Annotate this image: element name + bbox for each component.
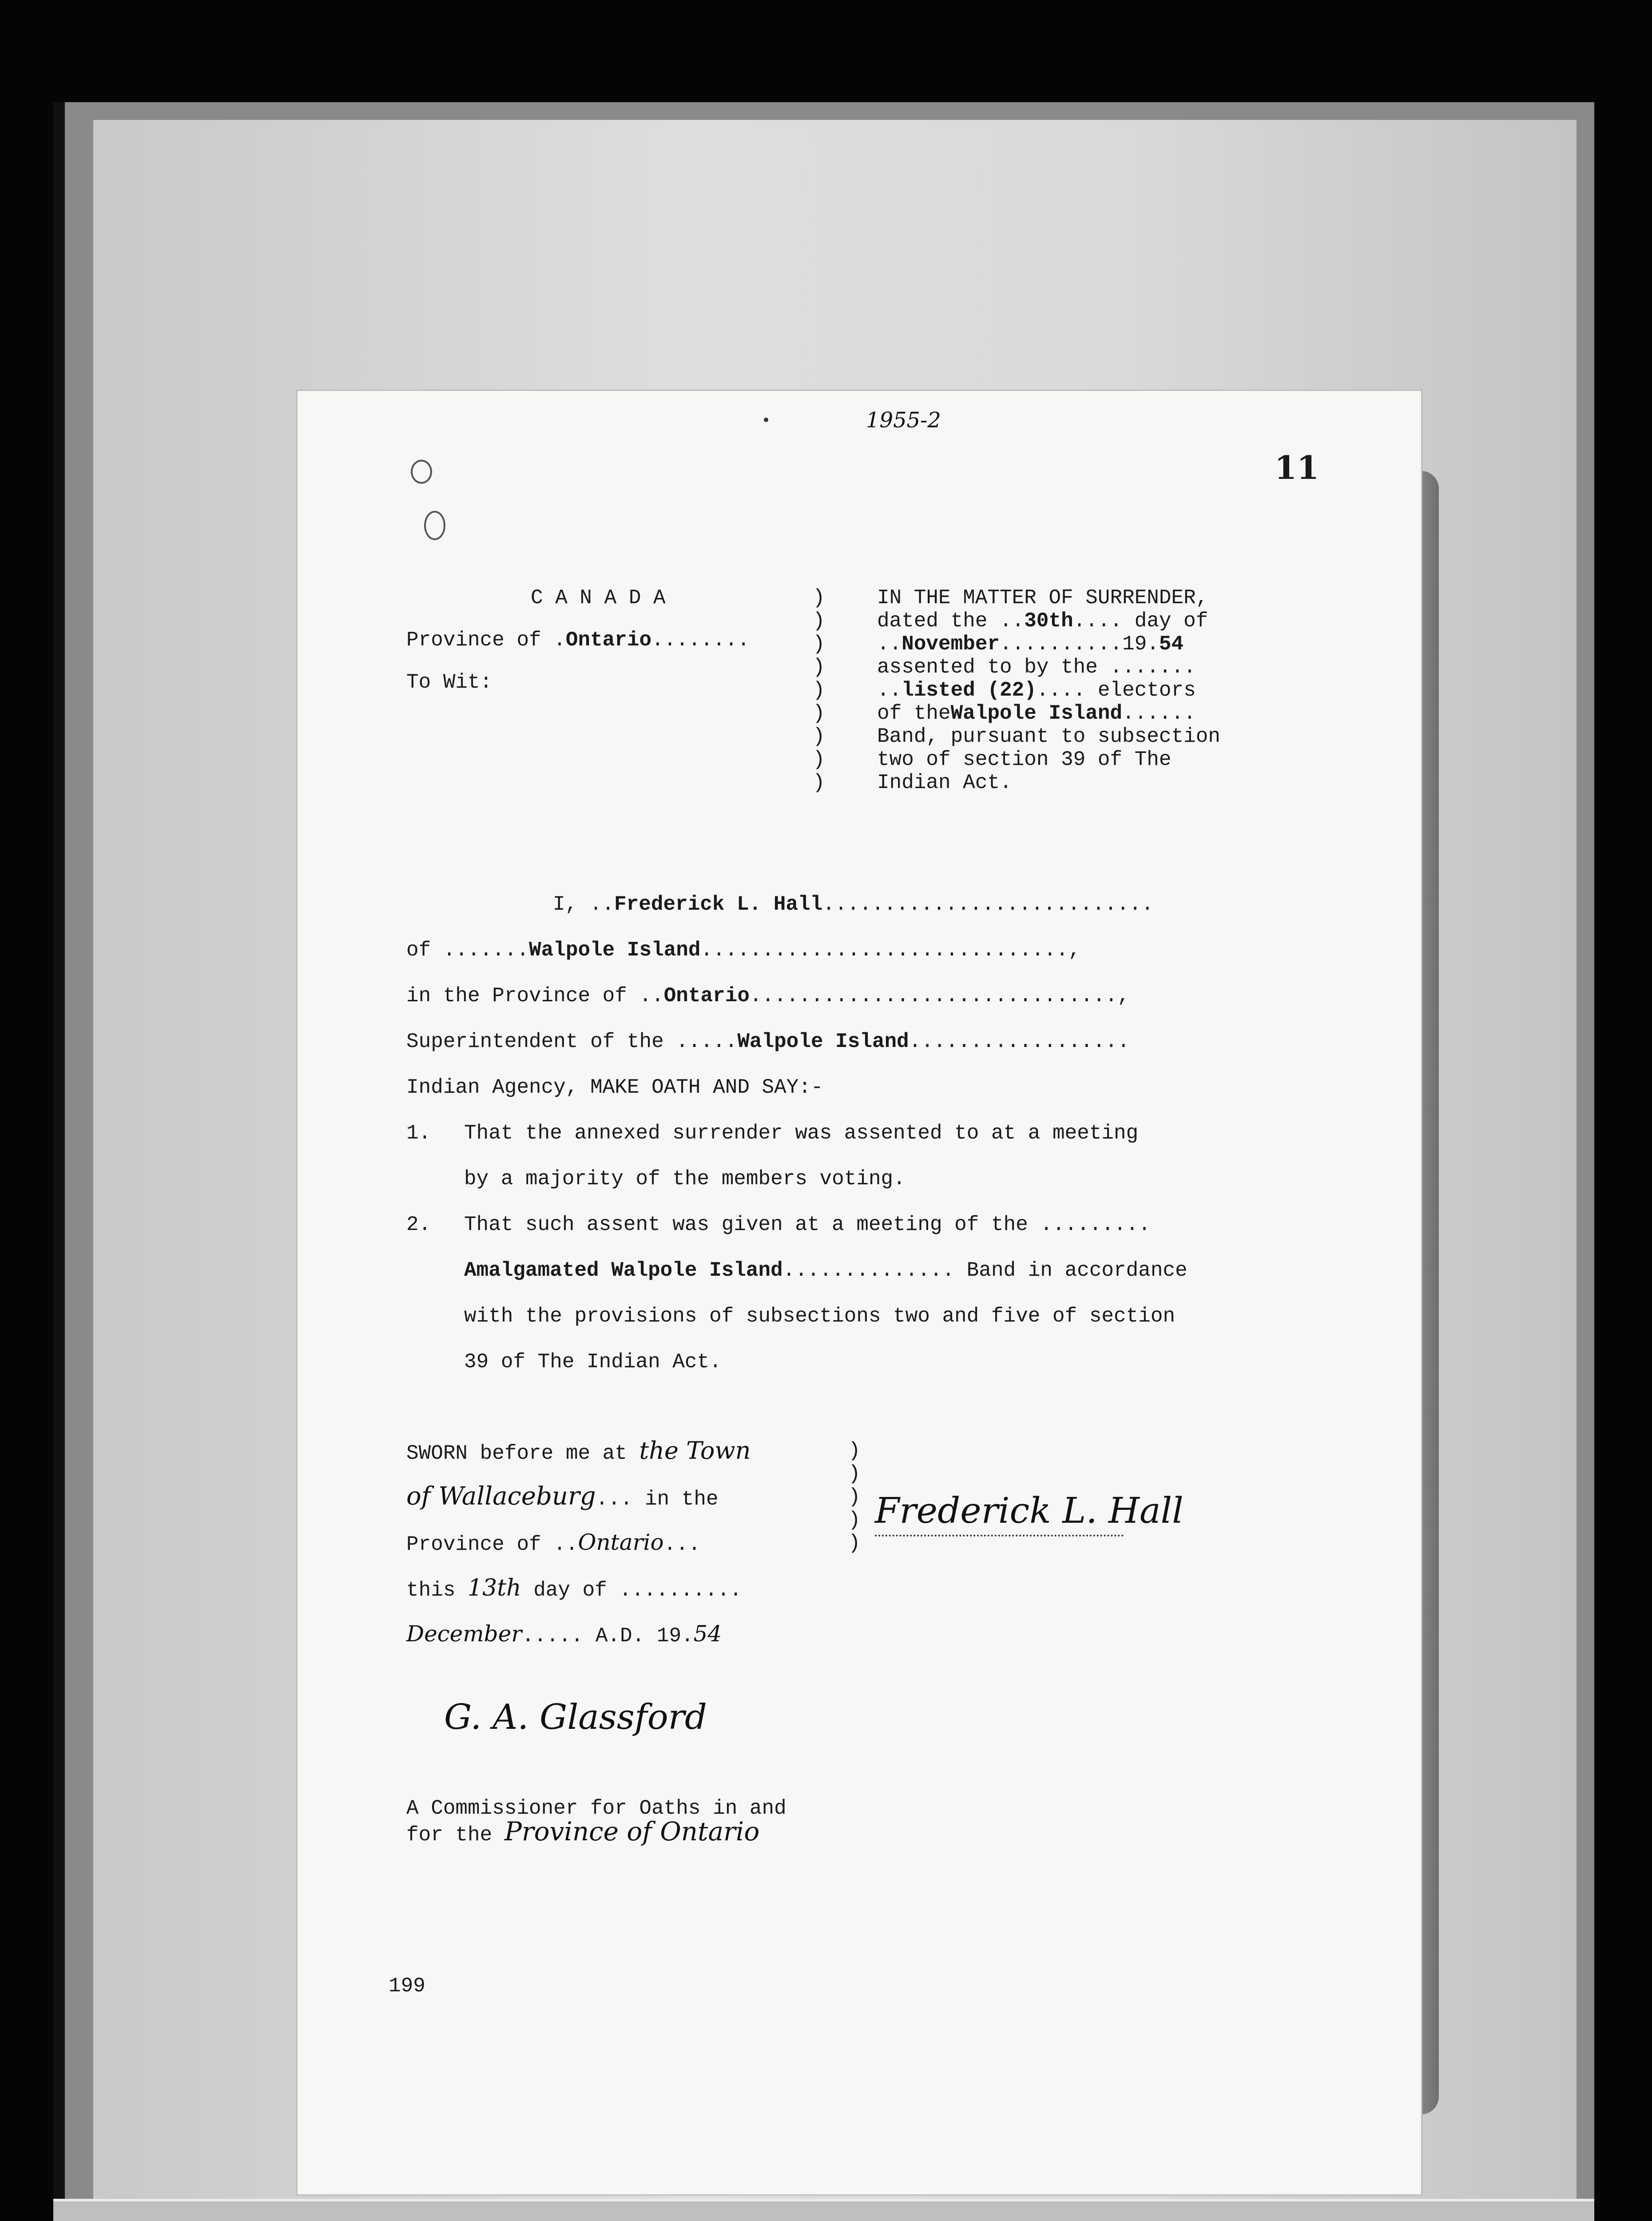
dated-month-suffix: ..........19. bbox=[1000, 633, 1159, 656]
matter-assented-line: assented to by the ....... bbox=[877, 656, 1196, 679]
matter-subsection-line: Band, pursuant to subsection bbox=[877, 725, 1220, 748]
month-handwritten: December bbox=[406, 1621, 522, 1647]
residence-value: Walpole Island bbox=[529, 939, 701, 962]
this-label: this bbox=[406, 1579, 456, 1602]
name-dots: ........................... bbox=[822, 893, 1154, 916]
jurat-day-line bbox=[406, 1576, 742, 1602]
speck bbox=[764, 418, 768, 422]
matter-month-line bbox=[877, 633, 1220, 656]
residence-line bbox=[406, 939, 1080, 962]
deponent-line bbox=[553, 893, 1154, 916]
year-handwritten: 54 bbox=[693, 1621, 722, 1647]
film-lower-strip bbox=[53, 2199, 1594, 2221]
oath-province-dots: .............................., bbox=[749, 984, 1130, 1007]
sworn-label: SWORN before me at bbox=[406, 1442, 627, 1465]
punch-hole-mark bbox=[411, 460, 432, 484]
superintendent-label: Superintendent of the ..... bbox=[406, 1030, 738, 1053]
dated-month: November bbox=[901, 633, 1000, 656]
deponent-signature-line bbox=[875, 1535, 1124, 1536]
punch-hole-mark bbox=[424, 511, 445, 540]
province-value: Ontario bbox=[565, 629, 652, 652]
deponent-name: Frederick L. Hall bbox=[614, 893, 823, 916]
band-suffix: ...... bbox=[1122, 702, 1196, 725]
jurat-bracket: ) ) ) ) ) bbox=[848, 1439, 861, 1555]
page-number: 11 bbox=[1275, 449, 1319, 486]
oath-province-line bbox=[406, 984, 1130, 1007]
day-suffix: day of .......... bbox=[533, 1579, 742, 1602]
jurat-province-label: Province of .. bbox=[406, 1533, 578, 1556]
place-suffix: ... in the bbox=[596, 1488, 719, 1511]
month-prefix: .. bbox=[877, 633, 902, 656]
for-the-label: for the bbox=[406, 1823, 492, 1847]
item-2-line-4: 39 of The Indian Act. bbox=[464, 1350, 722, 1373]
commissioner-line-2 bbox=[406, 1816, 760, 1847]
residence-dots: .............................., bbox=[700, 939, 1081, 962]
matter-dated-line bbox=[877, 609, 1220, 633]
day-handwritten: 13th bbox=[468, 1575, 521, 1601]
item-2-number: 2. bbox=[406, 1213, 431, 1236]
sworn-line bbox=[406, 1439, 751, 1465]
to-wit-label: To Wit: bbox=[406, 671, 492, 694]
item-1-line-2: by a majority of the members voting. bbox=[464, 1167, 905, 1190]
electors-suffix: .... electors bbox=[1036, 679, 1196, 702]
matter-section-line: two of section 39 of The bbox=[877, 748, 1171, 771]
electors-value: listed (22) bbox=[901, 679, 1036, 702]
place-handwritten: of Wallaceburg bbox=[406, 1482, 596, 1511]
year-label: ..... A.D. 19. bbox=[522, 1624, 694, 1648]
jurat-year-line bbox=[406, 1622, 722, 1648]
commissioner-jurisdiction-handwritten: Province of Ontario bbox=[504, 1816, 760, 1847]
electors-prefix: .. bbox=[877, 679, 902, 702]
matter-title: IN THE MATTER OF SURRENDER, bbox=[877, 586, 1208, 609]
band-prefix: of the bbox=[877, 702, 951, 725]
i-label: I, .. bbox=[553, 893, 615, 916]
band-value: Walpole Island bbox=[950, 702, 1123, 725]
of-label: of ....... bbox=[406, 939, 529, 962]
item-2-line-2 bbox=[464, 1259, 1187, 1282]
superintendent-value: Walpole Island bbox=[737, 1030, 909, 1053]
matter-band-line bbox=[877, 702, 1220, 725]
sworn-place-handwritten: the Town bbox=[639, 1437, 751, 1465]
item-1-line-1: That the annexed surrender was assented to at a meeting bbox=[464, 1122, 1139, 1145]
superintendent-line bbox=[406, 1030, 1130, 1053]
jurat-province-suffix: ... bbox=[663, 1533, 701, 1556]
matter-act-line: Indian Act. bbox=[877, 771, 1012, 794]
document-page bbox=[298, 391, 1421, 2194]
province-line bbox=[406, 629, 750, 652]
jurat-province-line bbox=[406, 1531, 700, 1556]
jurat-place-line bbox=[406, 1482, 719, 1511]
item-2-line-1: That such assent was given at a meeting of the ......... bbox=[464, 1213, 1151, 1236]
matter-electors-line bbox=[877, 679, 1220, 702]
dated-day: 30th bbox=[1024, 609, 1073, 633]
item-2-line-3: with the provisions of subsections two and five of section bbox=[464, 1305, 1175, 1328]
commissioner-signature: G. A. Glassford bbox=[444, 1697, 707, 1737]
dated-day-suffix: .... day of bbox=[1073, 609, 1208, 633]
film-edge bbox=[53, 102, 65, 2221]
province-dots: ........ bbox=[651, 629, 750, 652]
item-2-band: Amalgamated Walpole Island bbox=[464, 1259, 783, 1282]
bracket-column: ) ) ) ) ) ) ) ) ) bbox=[813, 586, 825, 794]
item-1-number: 1. bbox=[406, 1122, 431, 1145]
matter-block bbox=[877, 586, 1220, 794]
deponent-signature: Frederick L. Hall bbox=[875, 1490, 1183, 1531]
jurat-province-handwritten: Ontario bbox=[578, 1529, 664, 1555]
dated-year: 54 bbox=[1159, 633, 1184, 656]
country-heading: C A N A D A bbox=[531, 586, 666, 609]
superintendent-dots: .................. bbox=[909, 1030, 1130, 1053]
dated-label: dated the .. bbox=[877, 609, 1025, 633]
commissioner-line-1: A Commissioner for Oaths in and bbox=[406, 1797, 786, 1820]
footer-number: 199 bbox=[389, 1974, 425, 1998]
item-2-band-suffix: .............. Band in accordance bbox=[782, 1259, 1187, 1282]
oath-province-value: Ontario bbox=[663, 984, 750, 1007]
oath-province-label: in the Province of .. bbox=[406, 984, 664, 1007]
agency-line: Indian Agency, MAKE OATH AND SAY:- bbox=[406, 1076, 823, 1099]
province-label: Province of . bbox=[406, 629, 566, 652]
handwritten-reference: 1955-2 bbox=[866, 408, 941, 433]
